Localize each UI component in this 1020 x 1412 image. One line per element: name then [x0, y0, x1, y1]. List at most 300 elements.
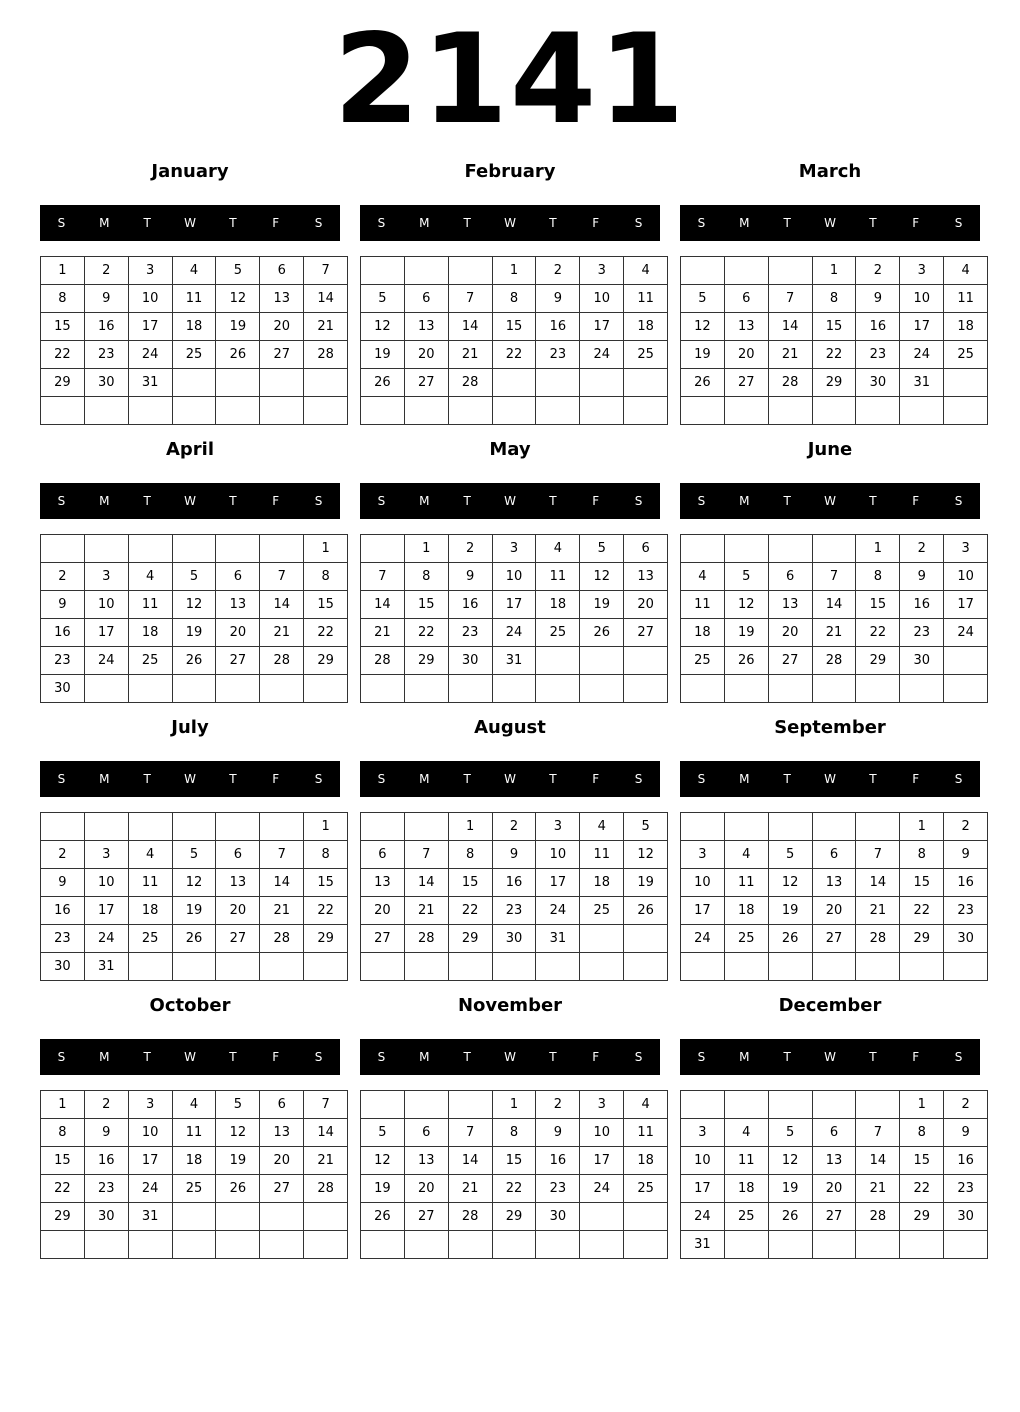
day-cell [172, 1203, 216, 1231]
day-cell: 1 [404, 535, 448, 563]
day-cell: 10 [681, 1147, 725, 1175]
day-cell: 16 [944, 869, 988, 897]
day-cell: 30 [84, 1203, 128, 1231]
day-cell: 21 [448, 341, 492, 369]
day-cell [536, 647, 580, 675]
day-cell [128, 535, 172, 563]
weekday-label: M [739, 772, 750, 786]
weekday-label: S [697, 772, 706, 786]
day-cell: 15 [492, 313, 536, 341]
day-cell [128, 397, 172, 425]
weekday-header [360, 1039, 660, 1075]
weekday-label: T [463, 494, 471, 508]
day-cell: 5 [580, 535, 624, 563]
day-cell [856, 1231, 900, 1259]
day-cell: 16 [84, 1147, 128, 1175]
day-cell [724, 1091, 768, 1119]
day-cell: 28 [260, 925, 304, 953]
day-cell: 5 [768, 841, 812, 869]
day-cell: 14 [304, 285, 348, 313]
week-row [681, 841, 988, 869]
day-cell [624, 1203, 668, 1231]
day-cell: 18 [944, 313, 988, 341]
day-cell: 13 [724, 313, 768, 341]
week-row [41, 869, 348, 897]
day-cell: 11 [536, 563, 580, 591]
weekday-label: T [549, 216, 557, 230]
day-cell: 11 [944, 285, 988, 313]
day-cell [681, 1091, 725, 1119]
weekday-label: F [592, 1050, 600, 1064]
day-cell: 4 [172, 257, 216, 285]
day-cell: 9 [536, 1119, 580, 1147]
day-cell [681, 953, 725, 981]
day-cell: 10 [536, 841, 580, 869]
day-cell: 30 [856, 369, 900, 397]
day-cell: 25 [724, 925, 768, 953]
day-cell: 9 [448, 563, 492, 591]
day-cell: 20 [361, 897, 405, 925]
day-cell [492, 397, 536, 425]
weekday-label: S [57, 216, 66, 230]
day-cell [404, 813, 448, 841]
day-grid [360, 256, 668, 425]
day-cell: 7 [812, 563, 856, 591]
weekday-header [680, 483, 980, 519]
week-row [361, 535, 668, 563]
day-cell: 9 [84, 285, 128, 313]
weekday-label: S [954, 772, 963, 786]
day-cell: 6 [404, 285, 448, 313]
day-cell: 25 [624, 341, 668, 369]
day-cell: 23 [900, 619, 944, 647]
day-cell [580, 369, 624, 397]
week-row [681, 953, 988, 981]
day-cell: 1 [492, 1091, 536, 1119]
day-cell [128, 675, 172, 703]
day-cell: 20 [260, 1147, 304, 1175]
month-name: April [165, 439, 215, 460]
day-cell [260, 813, 304, 841]
day-grid [360, 534, 668, 703]
day-cell: 13 [768, 591, 812, 619]
day-cell: 29 [856, 647, 900, 675]
day-cell: 8 [304, 841, 348, 869]
day-cell [41, 397, 85, 425]
day-cell: 20 [812, 1175, 856, 1203]
day-cell: 8 [492, 1119, 536, 1147]
weekday-label: W [824, 216, 836, 230]
day-cell: 14 [404, 869, 448, 897]
day-cell: 15 [41, 1147, 85, 1175]
day-cell: 18 [724, 897, 768, 925]
day-cell: 3 [944, 535, 988, 563]
day-cell: 30 [944, 925, 988, 953]
day-cell: 14 [812, 591, 856, 619]
weekday-label: M [419, 216, 430, 230]
weekday-label: S [697, 216, 706, 230]
day-cell [856, 1091, 900, 1119]
day-cell: 16 [900, 591, 944, 619]
day-cell: 1 [304, 535, 348, 563]
day-cell [216, 1203, 260, 1231]
day-cell: 17 [492, 591, 536, 619]
day-cell: 10 [900, 285, 944, 313]
day-cell: 22 [492, 341, 536, 369]
day-cell [724, 257, 768, 285]
day-cell: 17 [681, 1175, 725, 1203]
weekday-header [40, 483, 340, 519]
day-cell: 10 [681, 869, 725, 897]
weekday-header [40, 205, 340, 241]
day-cell [172, 1231, 216, 1259]
day-cell: 2 [900, 535, 944, 563]
weekday-label: F [912, 772, 920, 786]
day-cell [536, 397, 580, 425]
week-row [361, 563, 668, 591]
day-cell: 30 [448, 647, 492, 675]
day-cell [41, 1231, 85, 1259]
day-cell: 28 [404, 925, 448, 953]
week-row [681, 369, 988, 397]
day-cell: 28 [768, 369, 812, 397]
day-cell: 4 [624, 1091, 668, 1119]
day-cell [492, 675, 536, 703]
day-cell: 16 [41, 897, 85, 925]
day-cell [768, 1231, 812, 1259]
week-row [41, 953, 348, 981]
day-cell: 18 [580, 869, 624, 897]
weekday-label: M [739, 494, 750, 508]
day-cell [260, 397, 304, 425]
day-cell: 16 [84, 313, 128, 341]
day-cell: 29 [448, 925, 492, 953]
day-cell: 10 [492, 563, 536, 591]
day-cell: 9 [944, 841, 988, 869]
day-cell: 25 [624, 1175, 668, 1203]
weekday-label: W [824, 772, 836, 786]
day-cell: 25 [536, 619, 580, 647]
day-cell: 27 [404, 1203, 448, 1231]
day-cell: 12 [768, 869, 812, 897]
day-cell: 17 [84, 619, 128, 647]
day-cell: 8 [492, 285, 536, 313]
weekday-header [680, 1039, 980, 1075]
day-cell: 25 [724, 1203, 768, 1231]
weekday-label: W [184, 772, 196, 786]
day-cell: 16 [448, 591, 492, 619]
day-cell: 19 [724, 619, 768, 647]
year-title: 2141 [333, 8, 687, 152]
day-cell: 28 [812, 647, 856, 675]
day-cell: 5 [216, 257, 260, 285]
weekday-label: W [184, 494, 196, 508]
day-grid [680, 534, 988, 703]
day-cell: 1 [41, 257, 85, 285]
day-cell: 21 [856, 897, 900, 925]
day-cell: 10 [580, 1119, 624, 1147]
day-cell: 3 [900, 257, 944, 285]
weekday-label: W [504, 1050, 516, 1064]
day-cell: 18 [724, 1175, 768, 1203]
day-cell [172, 813, 216, 841]
day-cell: 22 [41, 1175, 85, 1203]
weekday-label: M [739, 216, 750, 230]
day-cell: 22 [900, 1175, 944, 1203]
day-cell: 31 [536, 925, 580, 953]
day-cell: 19 [624, 869, 668, 897]
week-row [41, 1203, 348, 1231]
month-name: February [464, 161, 556, 182]
day-cell: 18 [624, 313, 668, 341]
day-cell: 7 [448, 285, 492, 313]
day-cell: 13 [216, 591, 260, 619]
day-cell: 11 [128, 591, 172, 619]
day-cell: 13 [260, 1119, 304, 1147]
day-cell: 29 [304, 925, 348, 953]
day-cell [260, 1203, 304, 1231]
day-cell: 16 [492, 869, 536, 897]
day-cell [216, 1231, 260, 1259]
week-row [681, 813, 988, 841]
day-cell: 11 [724, 1147, 768, 1175]
day-cell [304, 675, 348, 703]
week-row [361, 591, 668, 619]
month-name: May [489, 439, 531, 460]
day-cell: 19 [361, 1175, 405, 1203]
day-cell: 14 [856, 1147, 900, 1175]
week-row [41, 1231, 348, 1259]
day-cell: 18 [536, 591, 580, 619]
weekday-label: T [783, 772, 791, 786]
day-cell [304, 1203, 348, 1231]
day-cell [216, 535, 260, 563]
day-cell [260, 1231, 304, 1259]
day-cell: 25 [944, 341, 988, 369]
day-cell: 15 [304, 869, 348, 897]
day-cell: 15 [492, 1147, 536, 1175]
weekday-label: S [697, 494, 706, 508]
day-cell [216, 953, 260, 981]
day-cell [900, 953, 944, 981]
weekday-label: T [463, 1050, 471, 1064]
day-cell: 25 [128, 647, 172, 675]
day-cell: 4 [724, 1119, 768, 1147]
day-cell: 13 [404, 313, 448, 341]
day-cell [536, 1231, 580, 1259]
day-cell: 13 [361, 869, 405, 897]
day-cell [724, 813, 768, 841]
day-cell [84, 1231, 128, 1259]
day-cell: 30 [900, 647, 944, 675]
day-cell [304, 1231, 348, 1259]
day-cell: 31 [128, 1203, 172, 1231]
day-cell: 23 [536, 341, 580, 369]
day-cell: 29 [900, 1203, 944, 1231]
day-cell [624, 925, 668, 953]
day-cell: 22 [304, 897, 348, 925]
week-row [41, 1175, 348, 1203]
day-cell: 3 [681, 1119, 725, 1147]
day-cell [84, 397, 128, 425]
day-cell: 11 [128, 869, 172, 897]
day-cell: 26 [361, 1203, 405, 1231]
weekday-label: W [184, 216, 196, 230]
day-cell: 19 [681, 341, 725, 369]
day-cell: 9 [900, 563, 944, 591]
day-cell: 20 [724, 341, 768, 369]
day-cell [404, 397, 448, 425]
day-cell: 17 [900, 313, 944, 341]
day-cell: 17 [580, 313, 624, 341]
day-cell: 8 [900, 1119, 944, 1147]
week-row [41, 1147, 348, 1175]
day-cell [128, 813, 172, 841]
day-cell: 4 [172, 1091, 216, 1119]
week-row [41, 397, 348, 425]
day-cell: 3 [681, 841, 725, 869]
weekday-label: S [634, 772, 643, 786]
day-grid [40, 534, 348, 703]
day-cell: 8 [41, 285, 85, 313]
weekday-label: W [504, 494, 516, 508]
day-cell: 18 [128, 897, 172, 925]
week-row [361, 869, 668, 897]
day-cell: 1 [41, 1091, 85, 1119]
day-cell [448, 397, 492, 425]
day-cell: 24 [492, 619, 536, 647]
day-cell: 6 [724, 285, 768, 313]
day-cell: 4 [128, 563, 172, 591]
day-cell: 26 [681, 369, 725, 397]
day-cell: 7 [260, 563, 304, 591]
day-cell: 10 [580, 285, 624, 313]
day-cell [681, 397, 725, 425]
week-row [361, 1203, 668, 1231]
day-cell: 26 [172, 647, 216, 675]
day-cell: 25 [172, 1175, 216, 1203]
week-row [41, 591, 348, 619]
day-cell: 24 [84, 647, 128, 675]
day-cell: 2 [84, 257, 128, 285]
day-cell: 23 [944, 1175, 988, 1203]
week-row [681, 285, 988, 313]
week-row [681, 1203, 988, 1231]
day-cell: 7 [304, 1091, 348, 1119]
day-cell: 19 [216, 1147, 260, 1175]
day-cell: 17 [128, 1147, 172, 1175]
day-cell: 13 [624, 563, 668, 591]
day-cell: 10 [128, 285, 172, 313]
day-cell: 12 [216, 285, 260, 313]
day-cell [260, 535, 304, 563]
day-cell [216, 813, 260, 841]
day-grid [360, 1090, 668, 1259]
day-cell: 16 [856, 313, 900, 341]
day-cell [768, 535, 812, 563]
weekday-label: T [549, 1050, 557, 1064]
weekday-header [680, 761, 980, 797]
day-cell [856, 813, 900, 841]
day-cell [944, 953, 988, 981]
week-row [681, 925, 988, 953]
day-cell: 31 [492, 647, 536, 675]
day-cell [128, 1231, 172, 1259]
day-cell: 26 [216, 1175, 260, 1203]
day-cell [536, 953, 580, 981]
weekday-label: T [549, 772, 557, 786]
day-grid [40, 812, 348, 981]
day-cell [856, 953, 900, 981]
day-cell [361, 257, 405, 285]
day-cell: 22 [812, 341, 856, 369]
day-cell: 20 [812, 897, 856, 925]
day-cell: 6 [216, 563, 260, 591]
day-cell: 6 [260, 257, 304, 285]
week-row [41, 675, 348, 703]
day-cell: 24 [128, 1175, 172, 1203]
day-cell: 23 [856, 341, 900, 369]
weekday-label: T [229, 1050, 237, 1064]
day-cell: 8 [304, 563, 348, 591]
day-cell: 16 [41, 619, 85, 647]
day-cell: 7 [361, 563, 405, 591]
day-cell: 11 [724, 869, 768, 897]
weekday-label: W [184, 1050, 196, 1064]
weekday-label: S [634, 216, 643, 230]
day-cell: 7 [856, 841, 900, 869]
weekday-label: F [272, 772, 280, 786]
day-cell [624, 675, 668, 703]
day-cell: 1 [448, 813, 492, 841]
day-cell: 5 [681, 285, 725, 313]
weekday-label: M [99, 216, 110, 230]
day-cell: 19 [768, 897, 812, 925]
day-cell: 14 [448, 1147, 492, 1175]
day-cell: 30 [492, 925, 536, 953]
day-cell: 17 [84, 897, 128, 925]
week-row [41, 341, 348, 369]
day-cell: 23 [41, 647, 85, 675]
weekday-label: S [954, 216, 963, 230]
weekday-label: T [869, 1050, 877, 1064]
day-cell: 29 [492, 1203, 536, 1231]
day-cell: 5 [216, 1091, 260, 1119]
day-cell [724, 953, 768, 981]
day-cell: 29 [812, 369, 856, 397]
day-cell: 3 [84, 563, 128, 591]
day-cell: 2 [944, 813, 988, 841]
day-cell: 13 [216, 869, 260, 897]
day-cell: 18 [624, 1147, 668, 1175]
weekday-label: F [912, 494, 920, 508]
day-cell: 24 [944, 619, 988, 647]
day-cell [172, 397, 216, 425]
day-cell [41, 813, 85, 841]
day-cell: 25 [681, 647, 725, 675]
day-cell [681, 675, 725, 703]
day-cell [900, 1231, 944, 1259]
day-cell [361, 675, 405, 703]
day-cell [724, 675, 768, 703]
week-row [361, 897, 668, 925]
week-row [361, 675, 668, 703]
day-cell: 21 [304, 313, 348, 341]
day-cell [681, 813, 725, 841]
day-cell [404, 1231, 448, 1259]
month-name: September [774, 717, 886, 738]
day-cell: 2 [84, 1091, 128, 1119]
